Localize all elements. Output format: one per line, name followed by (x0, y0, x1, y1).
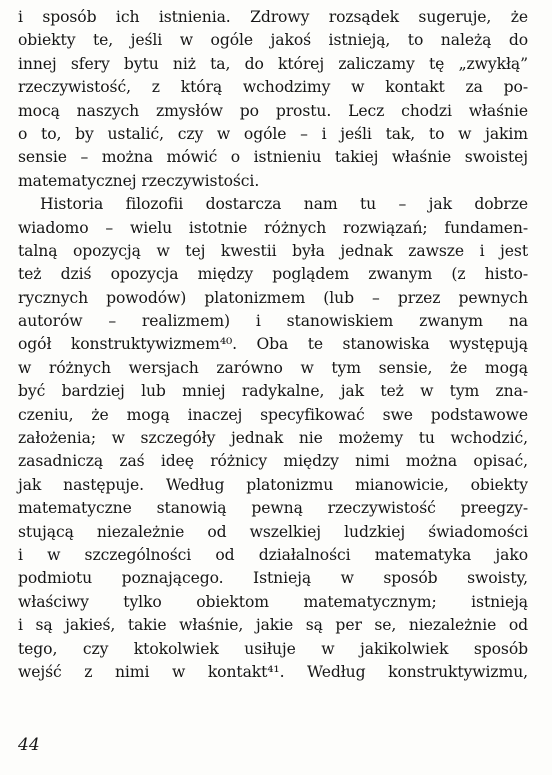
text-line: ogół konstruktywizmem⁴⁰. Oba te stanowiska występują (18, 335, 528, 354)
text-line: wejść z nimi w kontakt⁴¹. Według konstruktywizmu, (18, 662, 528, 681)
text-line: podmiotu poznającego. Istnieją w sposób swoisty, (18, 569, 528, 588)
text-line: w różnych wersjach zarówno w tym sensie, że mogą (18, 358, 528, 377)
text-line: rzeczywistość, z którą wchodzimy w kontakt za po- (18, 78, 528, 97)
text-line: i sposób ich istnienia. Zdrowy rozsądek sugeruje, że (18, 8, 528, 26)
text-line: zasadniczą zaś ideę różnicy między nimi można opisać, (18, 452, 528, 471)
text-line: właściwy tylko obiektom matematycznym; istnieją (18, 592, 528, 611)
text-line: matematycznej rzeczywistości. (18, 171, 260, 190)
text-line: stującą niezależnie od wszelkiej ludzkiej świadomości (18, 522, 528, 541)
body-text (18, 6, 528, 684)
text-line: i w szczególności od działalności matematyka jako (18, 545, 528, 564)
text-line: być bardziej lub mniej radykalne, jak też w tym zna- (18, 382, 528, 401)
text-line: czeniu, że mogą inaczej specyfikować swe podstawowe (18, 405, 528, 424)
text-line: obiekty te, jeśli w ogóle jakoś istnieją, to należą do (18, 31, 528, 50)
page-number: 44 (18, 735, 40, 755)
text-line: wiadomo – wielu istotnie różnych rozwiązań; fundamen- (18, 218, 528, 237)
text-line: o to, by ustalić, czy w ogóle – i jeśli tak, to w jakim (18, 124, 528, 143)
text-line: matematyczne stanowią pewną rzeczywistość preegzy- (18, 499, 528, 518)
text-line: innej sfery bytu niż ta, do której zaliczamy tę „zwykłą” (18, 54, 528, 73)
text-line: założenia; w szczegóły jednak nie możemy tu wchodzić, (18, 429, 528, 448)
text-line: Historia filozofii dostarcza nam tu – jak dobrze (40, 195, 528, 214)
text-line: tego, czy ktokolwiek usiłuje w jakikolwiek sposób (18, 639, 528, 658)
text-line: też dziś opozycja między poglądem zwanym (z histo- (18, 265, 528, 284)
text-line: jak następuje. Według platonizmu mianowicie, obiekty (18, 475, 528, 494)
text-line: sensie – można mówić o istnieniu takiej właśnie swoistej (18, 148, 528, 167)
text-line: talną opozycją w tej kwestii była jednak zawsze i jest (18, 241, 528, 260)
text-line: i są jakieś, takie właśnie, jakie są per se, niezależnie od (18, 616, 528, 635)
text-line: rycznych powodów) platonizmem (lub – przez pewnych (18, 288, 528, 307)
text-line: autorów – realizmem) i stanowiskiem zwanym na (18, 312, 528, 331)
text-line: mocą naszych zmysłów po prostu. Lecz chodzi właśnie (18, 101, 528, 120)
